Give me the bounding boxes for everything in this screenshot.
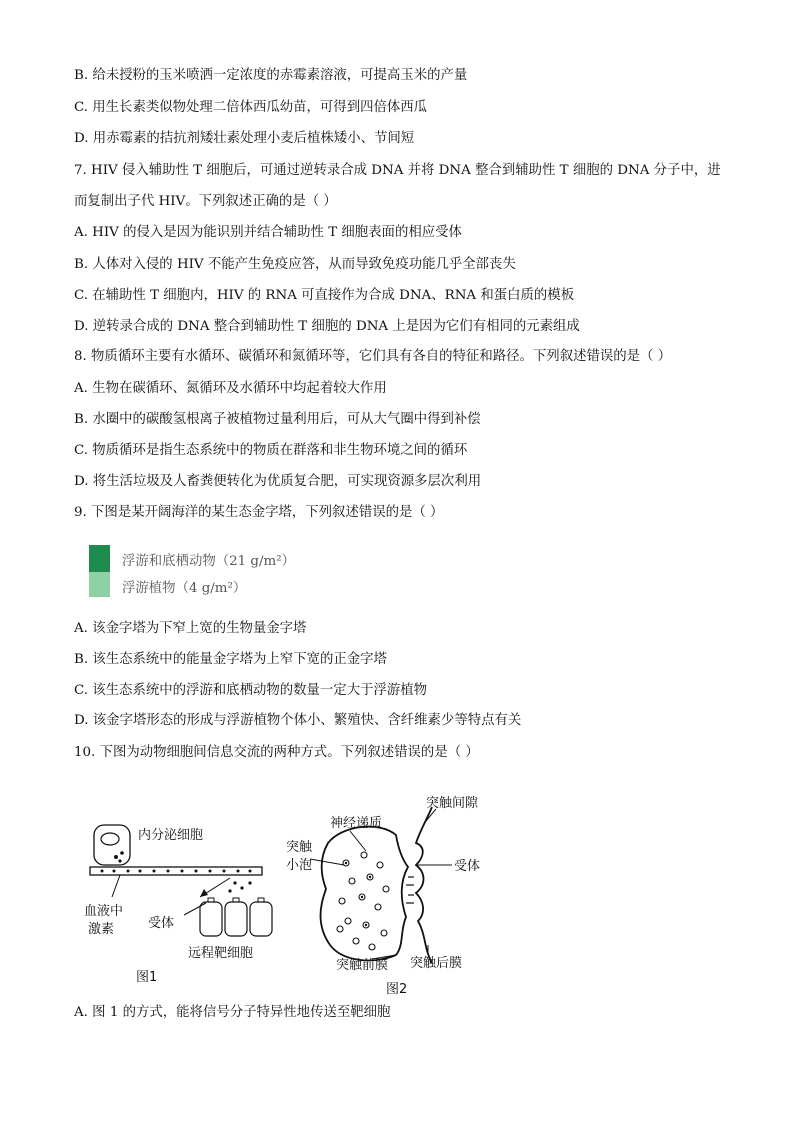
endocrine-cell-label: 内分泌细胞 — [138, 828, 204, 843]
synaptic-cleft-label: 突触间隙 — [426, 796, 479, 811]
figure-2-caption: 图2 — [386, 982, 408, 997]
figure-1-caption: 图1 — [136, 970, 158, 985]
option-line: D. 该金字塔形态的形成与浮游植物个体小、繁殖快、含纤维素少等特点有关 — [74, 713, 522, 728]
question-10-option-a: A. 图 1 的方式，能将信号分子特异性地传送至靶细胞 — [74, 1005, 391, 1020]
blood-hormone-label-2: 激素 — [88, 922, 115, 937]
option-line: C. 物质循环是指生态系统中的物质在群落和非生物环境之间的循环 — [74, 443, 468, 458]
presynaptic-terminal — [321, 827, 409, 961]
presynaptic-membrane-label: 突触前膜 — [336, 958, 389, 973]
target-cell-1 — [200, 902, 222, 936]
question-9-stem: 9. 下图是某开阔海洋的某生态金字塔，下列叙述错误的是（ ） — [74, 505, 444, 520]
pyramid-top-bar — [89, 545, 110, 572]
synaptic-vesicle-label-2: 小泡 — [286, 858, 313, 873]
option-line: A. 该金字塔为下窄上宽的生物量金字塔 — [74, 621, 307, 636]
question-7-stem: 7. HIV 侵入辅助性 T 细胞后，可通过逆转录合成 DNA 并将 DNA 整合到辅助性 T 细胞的 DNA 分子中，进 — [74, 163, 721, 178]
option-line: C. 该生态系统中的浮游和底栖动物的数量一定大于浮游植物 — [74, 683, 428, 698]
synaptic-vesicles — [337, 852, 389, 950]
receptor-label-fig1: 受体 — [148, 916, 175, 931]
option-line: D. 逆转录合成的 DNA 整合到辅助性 T 细胞的 DNA 上是因为它们有相同的元素组成 — [74, 319, 580, 334]
option-line: B. 该生态系统中的能量金字塔为上窄下宽的正金字塔 — [74, 652, 387, 667]
receptor-marks — [406, 877, 414, 903]
target-cell-label: 远程靶细胞 — [188, 946, 254, 961]
neurotransmitter-label: 神经递质 — [330, 816, 383, 831]
synaptic-vesicle-label-1: 突触 — [286, 840, 313, 855]
option-line: B. 给未授粉的玉米喷洒一定浓度的赤霉素溶液，可提高玉米的产量 — [74, 68, 468, 83]
postsynaptic-membrane-label: 突触后膜 — [410, 956, 463, 971]
receptor-label-fig2: 受体 — [454, 859, 481, 874]
option-line: C. 用生长素类似物处理二倍体西瓜幼苗，可得到四倍体西瓜 — [74, 100, 428, 115]
endocrine-cell-nucleus — [101, 833, 119, 845]
target-cell-2 — [225, 902, 247, 936]
cell-communication-figure — [80, 785, 500, 1000]
option-line: D. 用赤霉素的拮抗剂矮壮素处理小麦后植株矮小、节间短 — [74, 131, 415, 146]
postsynaptic-membrane — [416, 807, 432, 963]
option-line: B. 人体对入侵的 HIV 不能产生免疫应答，从而导致免疫功能几乎全部丧失 — [74, 257, 516, 272]
pyramid-bottom-label: 浮游植物（4 g/m²） — [122, 581, 247, 596]
question-8-stem: 8. 物质循环主要有水循环、碳循环和氮循环等，它们具有各自的特征和路径。下列叙述错误的是（ ） — [74, 349, 672, 364]
pyramid-top-label: 浮游和底栖动物（21 g/m²） — [122, 554, 295, 569]
pyramid-bottom-bar — [89, 572, 110, 597]
option-line: C. 在辅助性 T 细胞内，HIV 的 RNA 可直接作为合成 DNA、RNA 和蛋白质的模板 — [74, 288, 575, 303]
figure-1 — [84, 825, 272, 985]
question-10-stem: 10. 下图为动物细胞间信息交流的两种方式。下列叙述错误的是（ ） — [74, 745, 479, 760]
target-cell-3 — [250, 902, 272, 936]
question-7-stem-cont: 而复制出子代 HIV。下列叙述正确的是（ ） — [74, 194, 337, 209]
figure-2 — [286, 795, 480, 997]
blood-vessel — [90, 867, 262, 875]
option-line: D. 将生活垃圾及人畜粪便转化为优质复合肥，可实现资源多层次利用 — [74, 474, 482, 489]
option-line: A. HIV 的侵入是因为能识别并结合辅助性 T 细胞表面的相应受体 — [74, 225, 462, 240]
option-line: A. 生物在碳循环、氮循环及水循环中均起着较大作用 — [74, 381, 387, 396]
blood-hormone-label-1: 血液中 — [84, 904, 124, 919]
option-line: B. 水圈中的碳酸氢根离子被植物过量利用后，可从大气圈中得到补偿 — [74, 412, 481, 427]
